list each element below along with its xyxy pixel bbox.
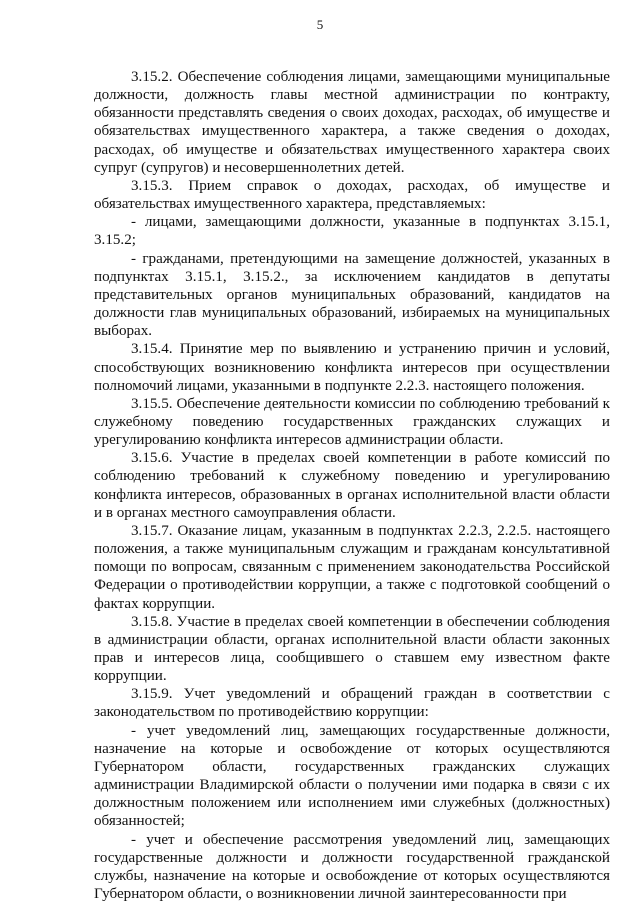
list-item-citizens: - гражданами, претендующими на замещение должностей, указанных в подпунктах 3.15.1, 3.15.2., за исключением кандидатов в депутаты представительных органов муниципальных образований, кандидатов на должности глав муниципальных образований, избираемых на муниципальных выборах. [94,250,610,340]
paragraph-3-15-8: 3.15.8. Участие в пределах своей компетенции в обеспечении соблюдения в администрации области, органах исполнительной власти области законных прав и интересов лица, сообщившего о ставшем ему известном факте коррупции. [94,613,610,685]
list-item-persons: - лицами, замещающими должности, указанные в подпунктах 3.15.1, 3.15.2; [94,214,610,249]
paragraph-3-15-3: 3.15.3. Прием справок о доходах, расходах, об имуществе и обязательствах имущественного характера, представляемых: [94,177,610,213]
page-number: 5 [316,17,324,32]
paragraph-3-15-5: 3.15.5. Обеспечение деятельности комиссии по соблюдению требований к служебному поведению государственных гражданских служащих и урегулированию конфликта интересов администрации области. [94,395,610,449]
paragraph-3-15-2: 3.15.2. Обеспечение соблюдения лицами, замещающими муниципальные должности, должность главы местной администрации по контракту, обязанности представлять сведения о своих доходах, расходах, об имуществе и обязательствах имущественного характера, а также сведения о доходах, расходах, об имуществе и обязательствах имущественного характера своих супруг (супругов) и несовершеннолетних детей. [94,69,610,176]
paragraph-3-15-7: 3.15.7. Оказание лицам, указанным в подпунктах 2.2.3, 2.2.5. настоящего положения, а также муниципальным служащим и гражданам консультативной помощи по вопросам, связанным с применением законодательства Российской Федерации о противодействии коррупции, а также с подготовкой сообщений о фактах коррупции. [94,522,610,612]
paragraph-3-15-6: 3.15.6. Участие в пределах своей компетенции в работе комиссий по соблюдению требований к служебному поведению и урегулированию конфликта интересов, образованных в органах исполнительной власти области и в органах местного самоуправления области. [94,450,610,521]
paragraph-3-15-4: 3.15.4. Принятие мер по выявлению и устранению причин и условий, способствующих возникновению конфликта интересов при осуществлении полномочий лицами, указанными в подпункте 2.2.3. настоящего положения. [94,341,610,394]
document-body [94,68,610,903]
list-item-gift-notices: - учет уведомлений лиц, замещающих государственные должности, назначение на которые и освобождение от которых осуществляются Губернатором области, государственных гражданских служащих администрации Владимирской области о получении ими подарка в связи с их должностным положением или исполнением ими служебных (должностных) обязанностей; [94,722,610,830]
list-item-interest-notices: - учет и обеспечение рассмотрения уведомлений лиц, замещающих государственные должности и должности государственной гражданской службы, назначение на которые и освобождение от которых осуществляются Губернатором области, о возникновении личной заинтересованности при [94,831,610,903]
paragraph-3-15-9: 3.15.9. Учет уведомлений и обращений граждан в соответствии с законодательством по противодействию коррупции: [94,686,610,721]
